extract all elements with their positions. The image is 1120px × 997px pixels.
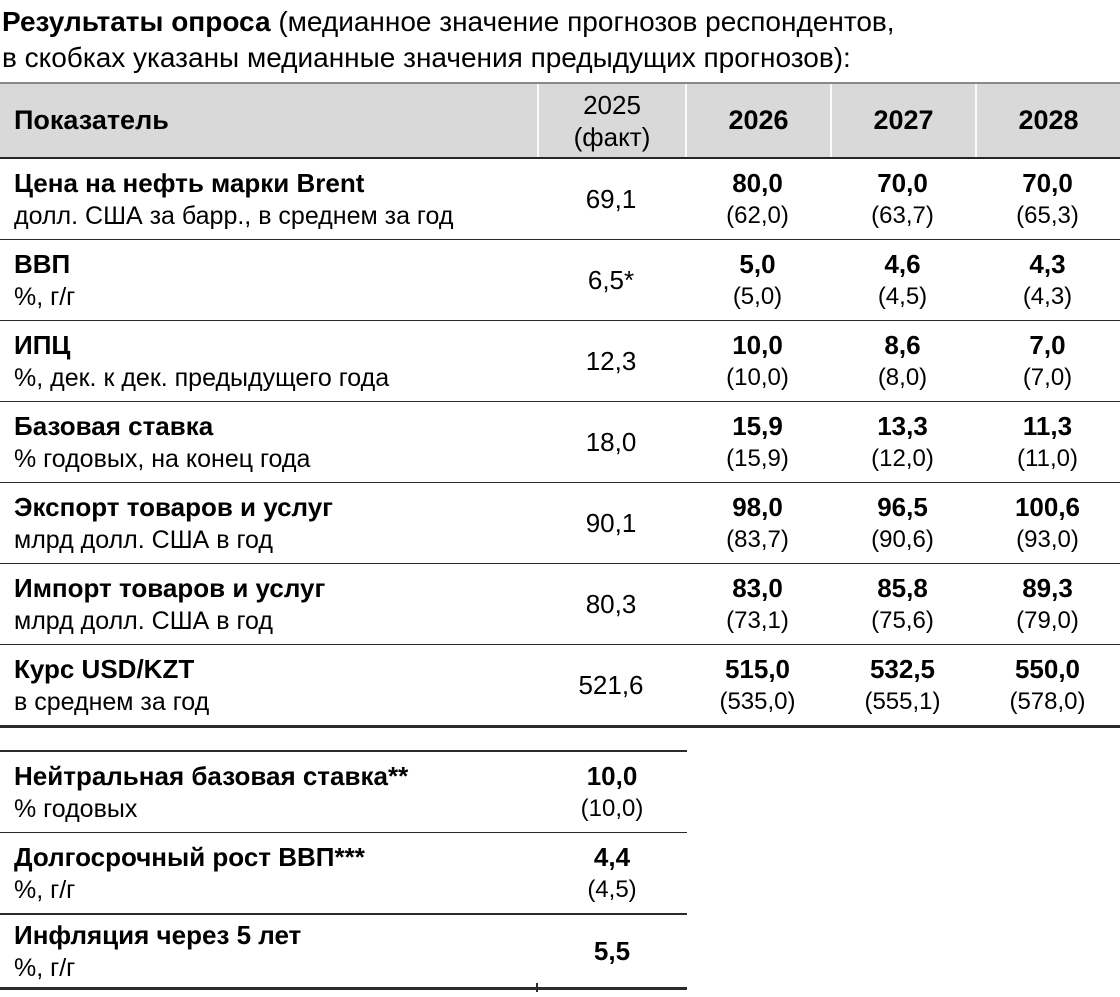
table-row-imports <box>0 564 1120 645</box>
forecast-value: 70,0 <box>1022 168 1073 198</box>
page-title-line2: в скобках указаны медианные значения предыдущих прогнозов): <box>2 42 851 73</box>
previous-forecast: (63,7) <box>871 202 934 229</box>
previous-forecast: (4,5) <box>587 876 637 903</box>
forecast-value: 13,3 <box>877 411 928 441</box>
forecast-value: 98,0 <box>732 492 783 522</box>
forecast-value: 100,6 <box>1014 492 1081 522</box>
header-2027-label: 2027 <box>873 105 934 135</box>
indicator-unit: %, г/г <box>14 953 76 982</box>
page-title-bold: Результаты опроса <box>2 6 271 37</box>
indicator-name: Инфляция через 5 лет <box>14 919 302 950</box>
forecast-value: 89,3 <box>1022 573 1073 603</box>
header-2026-label: 2026 <box>728 105 789 135</box>
forecast-cell-2027 <box>830 645 975 725</box>
fact-value: 6,5* <box>587 264 635 295</box>
forecast-cell-2028 <box>975 402 1120 482</box>
forecast-value: 83,0 <box>732 573 783 603</box>
fact-cell <box>537 564 685 644</box>
forecast-cell-2028 <box>975 483 1120 563</box>
fact-cell <box>537 240 685 320</box>
forecast-cell-2027 <box>830 564 975 644</box>
previous-forecast: (65,3) <box>1016 202 1079 229</box>
previous-forecast: (555,1) <box>864 688 941 715</box>
forecast-value: 11,3 <box>1022 411 1073 441</box>
value-cell <box>537 915 687 987</box>
previous-forecast: (10,0) <box>580 795 644 822</box>
forecast-value: 4,4 <box>593 842 631 872</box>
indicator-unit: %, г/г <box>14 282 76 311</box>
forecast-value: 7,0 <box>1029 330 1066 360</box>
indicator-cell <box>0 321 537 401</box>
header-2025-fact <box>537 84 685 157</box>
forecast-value: 85,8 <box>877 573 928 603</box>
indicator-name: Импорт товаров и услуг <box>14 572 326 603</box>
forecast-cell-2026 <box>685 240 830 320</box>
table-row-exports <box>0 483 1120 564</box>
forecast-cell-2026 <box>685 645 830 725</box>
previous-forecast: (83,7) <box>726 526 789 553</box>
previous-forecast: (11,0) <box>1017 445 1078 472</box>
indicator-cell <box>0 402 537 482</box>
fact-cell <box>537 321 685 401</box>
forecast-cell-2028 <box>975 321 1120 401</box>
previous-forecast: (62,0) <box>726 202 789 229</box>
previous-forecast: (4,5) <box>877 283 928 310</box>
indicator-name: ВВП <box>14 248 71 279</box>
indicator-cell <box>0 915 537 987</box>
fact-value: 12,3 <box>585 345 637 376</box>
indicator-unit: % годовых <box>14 794 138 823</box>
forecast-value: 515,0 <box>724 654 791 684</box>
forecast-value: 8,6 <box>884 330 921 360</box>
previous-forecast: (4,3) <box>1022 283 1073 310</box>
indicator-unit: % годовых, на конец года <box>14 444 311 473</box>
column-divider-tick <box>536 983 538 992</box>
indicator-name: Экспорт товаров и услуг <box>14 491 333 522</box>
fact-value: 18,0 <box>585 426 637 457</box>
indicator-cell <box>0 645 537 725</box>
header-indicator-label: Показатель <box>14 105 169 135</box>
fact-value: 80,3 <box>585 588 637 619</box>
page-title <box>0 0 1120 76</box>
forecast-table-header <box>0 84 1120 159</box>
fact-value: 69,1 <box>585 183 637 214</box>
page-title-rest: (медианное значение прогнозов респондентов, <box>270 6 895 37</box>
forecast-cell-2028 <box>975 645 1120 725</box>
fact-cell <box>537 645 685 725</box>
header-2028 <box>975 84 1120 157</box>
table-row-cpi <box>0 321 1120 402</box>
previous-forecast: (93,0) <box>1016 526 1079 553</box>
indicator-unit: %, дек. к дек. предыдущего года <box>14 363 390 392</box>
forecast-cell-2028 <box>975 159 1120 239</box>
indicator-cell <box>0 483 537 563</box>
forecast-cell-2028 <box>975 564 1120 644</box>
previous-forecast: (73,1) <box>726 607 789 634</box>
indicator-unit: долл. США за барр., в среднем за год <box>14 201 454 230</box>
forecast-value: 5,0 <box>739 249 776 279</box>
forecast-cell-2027 <box>830 159 975 239</box>
table-row-brent <box>0 159 1120 240</box>
forecast-value: 70,0 <box>877 168 928 198</box>
indicator-cell <box>0 159 537 239</box>
previous-forecast: (10,0) <box>726 364 789 391</box>
indicator-name: Базовая ставка <box>14 410 214 441</box>
forecast-cell-2026 <box>685 159 830 239</box>
indicator-unit: млрд долл. США в год <box>14 606 273 635</box>
forecast-value: 15,9 <box>732 411 783 441</box>
header-2028-label: 2028 <box>1018 105 1079 135</box>
table-row-usdkzt <box>0 645 1120 728</box>
fact-cell <box>537 483 685 563</box>
forecast-value: 550,0 <box>1014 654 1081 684</box>
previous-forecast: (8,0) <box>877 364 928 391</box>
indicator-cell <box>0 240 537 320</box>
forecast-value: 4,3 <box>1029 249 1066 279</box>
fact-cell <box>537 402 685 482</box>
forecast-cell-2026 <box>685 402 830 482</box>
indicator-cell <box>0 752 537 832</box>
indicator-name: Долгосрочный рост ВВП*** <box>14 841 365 872</box>
value-cell <box>537 833 687 913</box>
forecast-value: 10,0 <box>586 761 638 791</box>
forecast-value: 10,0 <box>732 330 783 360</box>
forecast-cell-2027 <box>830 402 975 482</box>
previous-forecast: (535,0) <box>719 688 796 715</box>
previous-forecast: (75,6) <box>871 607 934 634</box>
header-2025-line2: (факт) <box>573 121 651 152</box>
header-2026 <box>685 84 830 157</box>
previous-forecast: (90,6) <box>871 526 934 553</box>
forecast-cell-2027 <box>830 483 975 563</box>
table-row-longrun-gdp <box>0 833 687 915</box>
forecast-cell-2027 <box>830 240 975 320</box>
previous-forecast: (79,0) <box>1016 607 1079 634</box>
fact-value: 521,6 <box>578 669 644 700</box>
indicator-name: Курс USD/KZT <box>14 653 195 684</box>
forecast-value: 96,5 <box>877 492 928 522</box>
long-run-table <box>0 750 687 990</box>
indicator-name: Нейтральная базовая ставка** <box>14 760 409 791</box>
forecast-cell-2026 <box>685 321 830 401</box>
table-row-gdp <box>0 240 1120 321</box>
header-2027 <box>830 84 975 157</box>
forecast-value: 4,6 <box>884 249 921 279</box>
previous-forecast: (12,0) <box>871 445 934 472</box>
indicator-unit: млрд долл. США в год <box>14 525 273 554</box>
forecast-cell-2027 <box>830 321 975 401</box>
forecast-cell-2028 <box>975 240 1120 320</box>
table-row-inflation-5y <box>0 915 687 990</box>
forecast-table <box>0 82 1120 728</box>
indicator-unit: в среднем за год <box>14 687 210 716</box>
fact-cell <box>537 159 685 239</box>
indicator-unit: %, г/г <box>14 875 76 904</box>
header-2025-line1: 2025 <box>583 89 641 120</box>
indicator-cell <box>0 833 537 913</box>
previous-forecast: (5,0) <box>732 283 783 310</box>
header-indicator <box>0 84 537 157</box>
indicator-cell <box>0 564 537 644</box>
indicator-name: Цена на нефть марки Brent <box>14 167 365 198</box>
value-cell <box>537 752 687 832</box>
table-row-neutral-rate <box>0 752 687 833</box>
forecast-cell-2026 <box>685 483 830 563</box>
forecast-value: 80,0 <box>732 168 783 198</box>
forecast-value: 532,5 <box>869 654 936 684</box>
forecast-cell-2026 <box>685 564 830 644</box>
indicator-name: ИПЦ <box>14 329 71 360</box>
forecast-value: 5,5 <box>593 935 631 966</box>
previous-forecast: (578,0) <box>1009 688 1086 715</box>
fact-value: 90,1 <box>585 507 637 538</box>
previous-forecast: (7,0) <box>1022 364 1073 391</box>
previous-forecast: (15,9) <box>726 445 789 472</box>
table-row-base-rate <box>0 402 1120 483</box>
